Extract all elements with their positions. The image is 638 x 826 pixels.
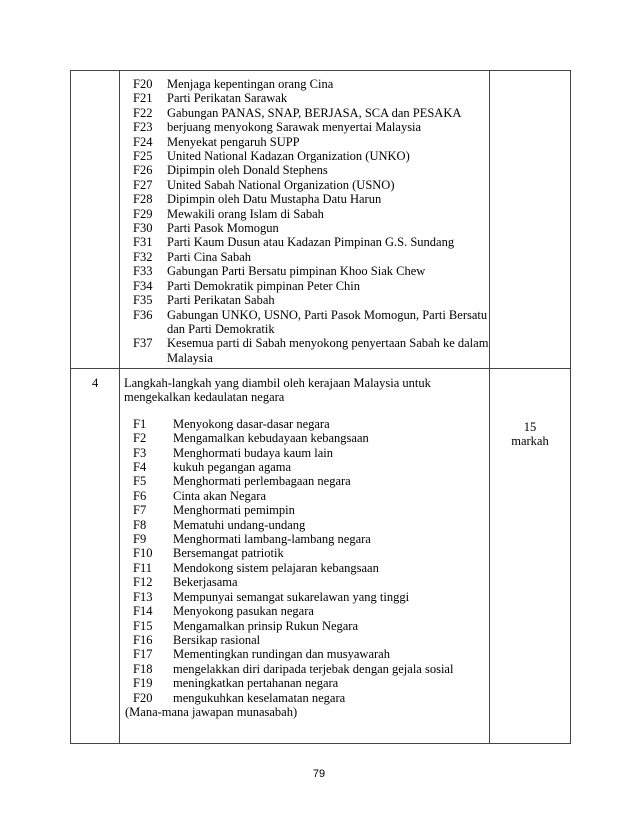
answer-point-text: Mempunyai semangat sukarelawan yang tinggi bbox=[173, 589, 410, 604]
answer-point bbox=[133, 221, 489, 235]
question-number-cell bbox=[71, 71, 120, 369]
answer-point-text: Dipimpin oleh Datu Mustapha Datu Harun bbox=[167, 192, 382, 207]
answer-point bbox=[133, 590, 489, 604]
answer-point bbox=[133, 518, 489, 532]
answer-point bbox=[133, 135, 489, 149]
answer-point-text: kukuh pegangan agama bbox=[173, 460, 292, 475]
answer-point-text: Mengamalkan prinsip Rukun Negara bbox=[173, 618, 359, 633]
answer-point-code: F26 bbox=[133, 163, 153, 178]
answer-point-list bbox=[120, 405, 489, 705]
answer-point-text: Mematuhi undang-undang bbox=[173, 517, 306, 532]
mark-cell bbox=[490, 369, 571, 744]
answer-point bbox=[133, 546, 489, 560]
answer-point bbox=[133, 178, 489, 192]
answer-point-code: F16 bbox=[133, 632, 153, 647]
answer-point-code: F27 bbox=[133, 177, 153, 192]
answer-point-text: Menyokong dasar-dasar negara bbox=[173, 416, 330, 431]
answer-point-code: F18 bbox=[133, 661, 153, 676]
answer-point-code: F13 bbox=[133, 589, 153, 604]
answer-point-code: F12 bbox=[133, 575, 153, 590]
answer-point-text: United National Kadazan Organization (UNKO) bbox=[167, 149, 410, 164]
answer-point-text: Kesemua parti di Sabah menyokong penyertaan Sabah ke dalam Malaysia bbox=[167, 336, 489, 365]
answer-point bbox=[133, 106, 489, 120]
answer-point-code: F29 bbox=[133, 206, 153, 221]
mark-cell bbox=[490, 71, 571, 369]
answer-point bbox=[133, 293, 489, 307]
answer-point-code: F30 bbox=[133, 221, 153, 236]
answer-point-code: F36 bbox=[133, 307, 153, 322]
answer-scheme-table bbox=[70, 70, 571, 744]
answer-point-code: F19 bbox=[133, 676, 153, 691]
answer-point-text: Parti Perikatan Sarawak bbox=[167, 91, 288, 106]
answer-point bbox=[133, 417, 489, 431]
answer-point-code: F17 bbox=[133, 647, 153, 662]
answer-point-text: Cinta akan Negara bbox=[173, 488, 267, 503]
answer-point-code: F25 bbox=[133, 149, 153, 164]
answer-point bbox=[133, 489, 489, 503]
page-number: 79 bbox=[312, 768, 326, 780]
answer-point bbox=[133, 647, 489, 661]
answer-point-text: Mementingkan rundingan dan musyawarah bbox=[173, 647, 390, 662]
answer-point bbox=[133, 336, 489, 365]
table-row bbox=[71, 71, 571, 369]
answer-point-code: F14 bbox=[133, 604, 153, 619]
answer-point-text: Gabungan PANAS, SNAP, BERJASA, SCA dan PESAKA bbox=[167, 105, 462, 120]
mark-value bbox=[490, 71, 570, 122]
answer-point-text: Parti Pasok Momogun bbox=[167, 221, 279, 236]
answer-point bbox=[133, 676, 489, 690]
answer-point-text: mengukuhkan keselamatan negara bbox=[173, 690, 346, 705]
answer-point bbox=[133, 460, 489, 474]
answer-point bbox=[133, 235, 489, 249]
answer-note: (Mana-mana jawapan munasabah) bbox=[125, 704, 298, 719]
answer-point-text: Mengamalkan kebudayaan kebangsaan bbox=[173, 431, 369, 446]
mark-value: 15 bbox=[523, 420, 537, 434]
answer-point-text: Gabungan Parti Bersatu pimpinan Khoo Siak Chew bbox=[167, 264, 426, 279]
answer-point-code: F35 bbox=[133, 293, 153, 308]
answer-point-text: United Sabah National Organization (USNO) bbox=[167, 177, 395, 192]
question-number bbox=[71, 71, 119, 78]
answer-point-text: Gabungan UNKO, USNO, Parti Pasok Momogun, Parti Bersatu dan Parti Demokratik bbox=[167, 307, 488, 336]
answer-point bbox=[133, 691, 489, 705]
answer-points-cell bbox=[120, 369, 490, 744]
answer-points-cell bbox=[120, 71, 490, 369]
mark-total bbox=[490, 369, 570, 449]
answer-point-text: Parti Demokratik pimpinan Peter Chin bbox=[167, 278, 361, 293]
answer-point-text: Bersikap rasional bbox=[173, 632, 261, 647]
answer-point-code: F10 bbox=[133, 546, 153, 561]
answer-point-text: Mendokong sistem pelajaran kebangsaan bbox=[173, 560, 379, 575]
answer-point-code: F20 bbox=[133, 77, 153, 91]
answer-point bbox=[133, 250, 489, 264]
question-number-cell bbox=[71, 369, 120, 744]
answer-point bbox=[133, 120, 489, 134]
answer-point bbox=[133, 474, 489, 488]
answer-point-code: F3 bbox=[133, 445, 147, 460]
answer-point bbox=[133, 192, 489, 206]
answer-point-text: Menghormati perlembagaan negara bbox=[173, 474, 351, 489]
mark-unit: markah bbox=[511, 434, 549, 449]
answer-point-code: F21 bbox=[133, 91, 153, 106]
answer-point-code: F23 bbox=[133, 120, 153, 135]
answer-point-code: F4 bbox=[133, 460, 147, 475]
answer-point bbox=[133, 308, 489, 337]
answer-point bbox=[133, 604, 489, 618]
answer-point-code: F28 bbox=[133, 192, 153, 207]
answer-point-text: Dipimpin oleh Donald Stephens bbox=[167, 163, 328, 178]
answer-point-text: Bersemangat patriotik bbox=[173, 546, 284, 561]
answer-point bbox=[133, 207, 489, 221]
answer-point-code: F6 bbox=[133, 488, 147, 503]
answer-point-code: F5 bbox=[133, 474, 147, 489]
answer-point-text: Menghormati budaya kaum lain bbox=[173, 445, 334, 460]
answer-point-text: Menghormati lambang-lambang negara bbox=[173, 532, 371, 547]
answer-point-text: meningkatkan pertahanan negara bbox=[173, 676, 339, 691]
answer-point-code: F2 bbox=[133, 431, 147, 446]
answer-point-code: F7 bbox=[133, 503, 147, 518]
answer-point-code: F9 bbox=[133, 532, 147, 547]
answer-point-code: F34 bbox=[133, 278, 153, 293]
answer-point-code: F8 bbox=[133, 517, 147, 532]
answer-point-text: Menyokong pasukan negara bbox=[173, 604, 314, 619]
answer-point bbox=[133, 662, 489, 676]
answer-point-code: F32 bbox=[133, 249, 153, 264]
answer-point-text: mengelakkan diri daripada terjebak dengan gejala sosial bbox=[173, 661, 454, 676]
answer-point-list bbox=[120, 71, 489, 365]
answer-point bbox=[133, 503, 489, 517]
question-number: 4 bbox=[92, 376, 99, 390]
answer-point-code: F24 bbox=[133, 134, 153, 149]
answer-point bbox=[133, 77, 489, 91]
question-text: Langkah-langkah yang diambil oleh kerajaan Malaysia untuk mengekalkan kedaulatan negara bbox=[124, 376, 431, 405]
answer-point-code: F15 bbox=[133, 618, 153, 633]
answer-point-text: Mewakili orang Islam di Sabah bbox=[167, 206, 324, 221]
answer-point-text: Menyekat pengaruh SUPP bbox=[167, 134, 300, 149]
answer-point-code: F11 bbox=[133, 560, 152, 575]
answer-point bbox=[133, 91, 489, 105]
answer-point bbox=[133, 446, 489, 460]
answer-point bbox=[133, 532, 489, 546]
answer-point-code: F37 bbox=[133, 336, 153, 351]
answer-point-code: F31 bbox=[133, 235, 153, 250]
answer-point bbox=[133, 561, 489, 575]
answer-point-code: F33 bbox=[133, 264, 153, 279]
answer-point-code: F1 bbox=[133, 416, 147, 431]
answer-point-code: F20 bbox=[133, 690, 153, 705]
answer-point-text: Parti Cina Sabah bbox=[167, 249, 252, 264]
answer-point bbox=[133, 575, 489, 589]
answer-point-text: Menjaga kepentingan orang Cina bbox=[167, 77, 334, 91]
answer-point bbox=[133, 431, 489, 445]
answer-point-text: berjuang menyokong Sarawak menyertai Malaysia bbox=[167, 120, 422, 135]
answer-point bbox=[133, 264, 489, 278]
answer-point bbox=[133, 619, 489, 633]
answer-point-code: F22 bbox=[133, 105, 153, 120]
answer-point-text: Bekerjasama bbox=[173, 575, 238, 590]
answer-point-text: Parti Perikatan Sabah bbox=[167, 293, 275, 308]
answer-point bbox=[133, 163, 489, 177]
answer-point bbox=[133, 279, 489, 293]
table-row bbox=[71, 369, 571, 744]
answer-point-text: Parti Kaum Dusun atau Kadazan Pimpinan G.S. Sundang bbox=[167, 235, 455, 250]
answer-point bbox=[133, 633, 489, 647]
answer-point bbox=[133, 149, 489, 163]
answer-point-text: Menghormati pemimpin bbox=[173, 503, 295, 518]
